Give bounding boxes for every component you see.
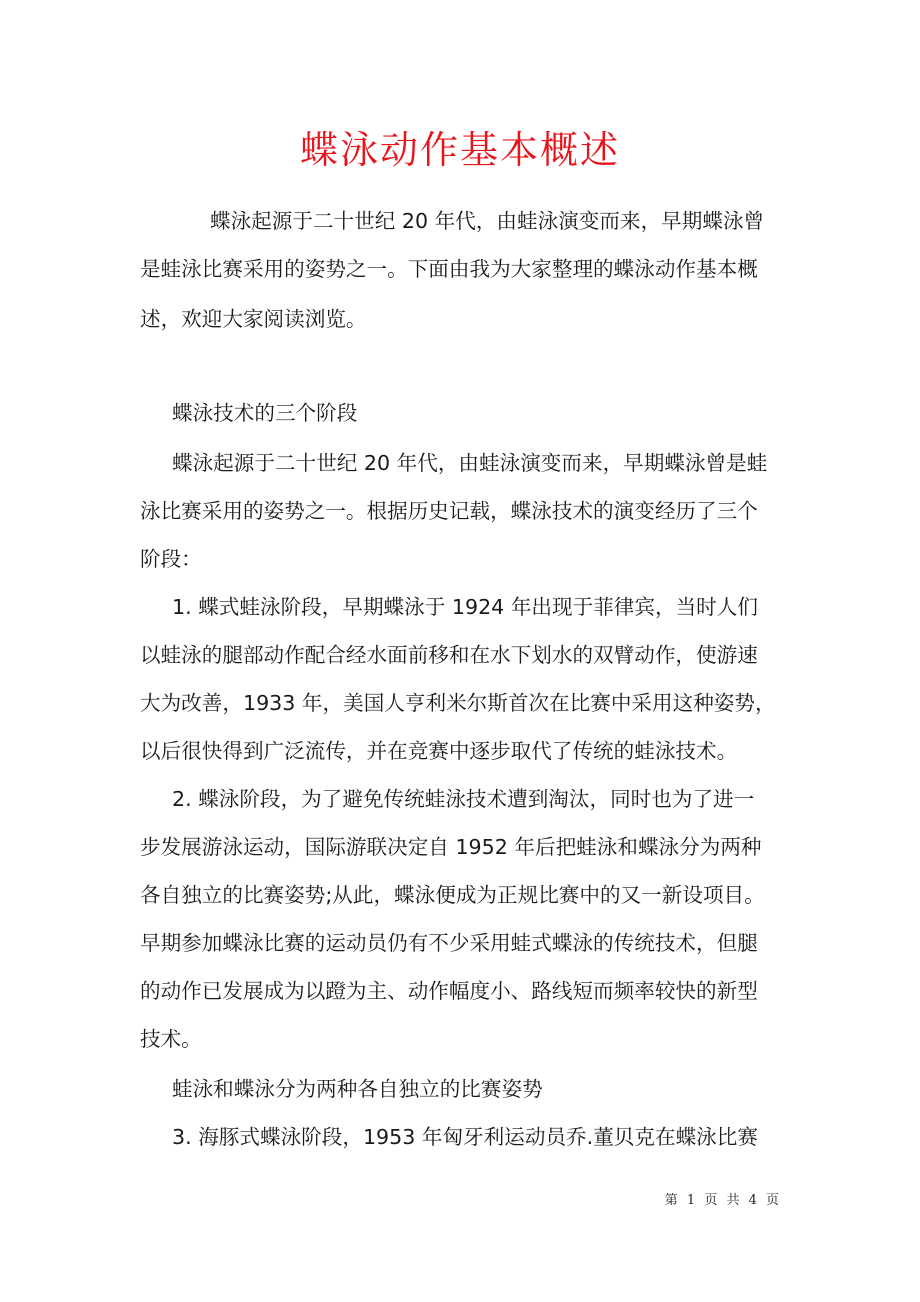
section-heading: 蝶泳技术的三个阶段 <box>172 401 358 425</box>
paragraph-line: 3. 海豚式蝶泳阶段，1953 年匈牙利运动员乔.董贝克在蝶泳比赛 <box>172 1125 758 1149</box>
intro-line: 是蛙泳比赛采用的姿势之一。下面由我为大家整理的蝶泳动作基本概 <box>140 257 758 281</box>
paragraph-line: 以蛙泳的腿部动作配合经水面前移和在水下划水的双臂动作，使游速 <box>140 643 758 667</box>
paragraph-line: 的动作已发展成为以蹬为主、动作幅度小、路线短而频率较快的新型 <box>140 979 758 1003</box>
paragraph-line: 蝶泳起源于二十世纪 20 年代，由蛙泳演变而来，早期蝶泳曾是蛙 <box>172 451 768 475</box>
paragraph-line: 1. 蝶式蛙泳阶段，早期蝶泳于 1924 年出现于菲律宾，当时人们 <box>172 595 758 619</box>
paragraph-line: 早期参加蝶泳比赛的运动员仍有不少采用蛙式蝶泳的传统技术，但腿 <box>140 931 758 955</box>
paragraph-line: 大为改善，1933 年，美国人亨利米尔斯首次在比赛中采用这种姿势， <box>140 691 776 715</box>
paragraph-line: 各自独立的比赛姿势;从此，蝶泳便成为正规比赛中的又一新设项目。 <box>140 883 765 907</box>
paragraph-line: 阶段： <box>140 547 202 571</box>
intro-line: 述，欢迎大家阅读浏览。 <box>140 307 367 331</box>
paragraph-line: 以后很快得到广泛流传，并在竞赛中逐步取代了传统的蛙泳技术。 <box>140 739 738 763</box>
page-number-footer: 第 1 页 共 4 页 <box>664 1193 780 1208</box>
document-title: 蝶泳动作基本概述 <box>299 128 620 172</box>
section-heading: 蛙泳和蝶泳分为两种各自独立的比赛姿势 <box>172 1077 543 1101</box>
paragraph-line: 2. 蝶泳阶段，为了避免传统蛙泳技术遭到淘汰，同时也为了进一 <box>172 787 755 811</box>
paragraph-line: 泳比赛采用的姿势之一。根据历史记载，蝶泳技术的演变经历了三个 <box>140 499 758 523</box>
intro-line: 蝶泳起源于二十世纪 20 年代，由蛙泳演变而来，早期蝶泳曾 <box>210 209 765 233</box>
paragraph-line: 技术。 <box>140 1027 202 1051</box>
paragraph-line: 步发展游泳运动，国际游联决定自 1952 年后把蛙泳和蝶泳分为两种 <box>140 835 762 859</box>
